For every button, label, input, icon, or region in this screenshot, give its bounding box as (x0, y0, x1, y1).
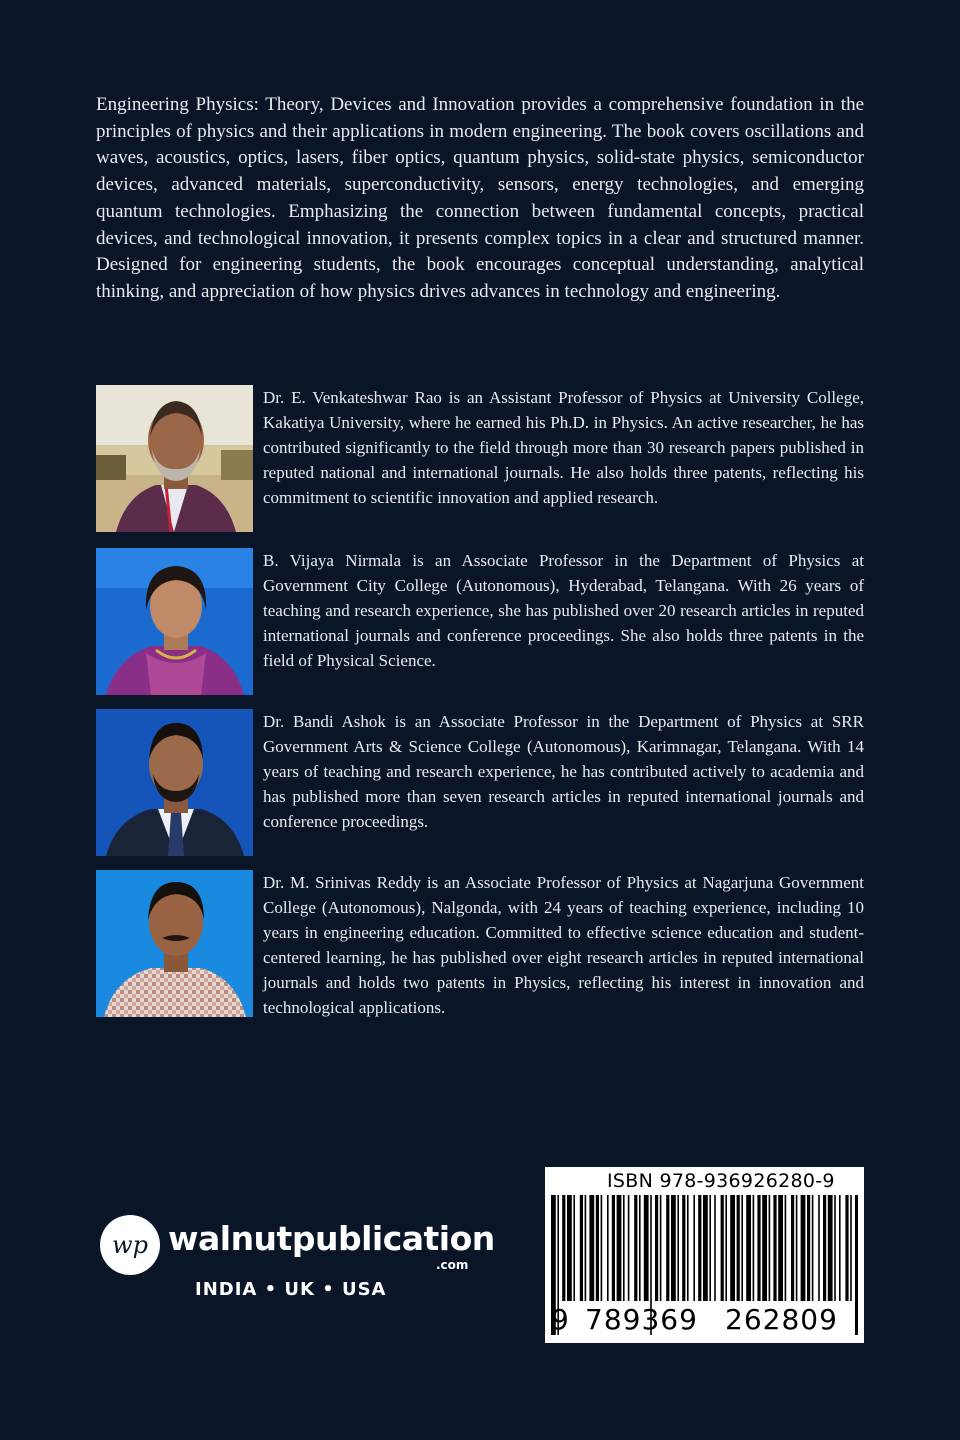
publisher-domain: .com (436, 1258, 469, 1272)
publisher-name: walnutpublication (168, 1219, 495, 1258)
barcode-digits-left: 789369 (585, 1303, 698, 1336)
publisher-logo-icon (100, 1215, 160, 1275)
author-photo (96, 709, 253, 856)
svg-text:wp: wp (112, 1231, 148, 1259)
isbn-label: ISBN 978-936926280-9 (607, 1170, 835, 1192)
author-bio: B. Vijaya Nirmala is an Associate Professor in the Department of Physics at Government City College (Autonomous), Hyderabad, Telangana. With 26 years of teaching and research experience, she has published over 20 research articles in reputed international journals and conference proceedings. She also holds three patents in the field of Physical Science. (263, 551, 864, 670)
book-description: Engineering Physics: Theory, Devices and Innovation provides a comprehensive foundation in the principles of physics and their applications in modern engineering. The book covers oscillations and waves, acoustics, optics, lasers, fiber optics, quantum physics, solid-state physics, semiconductor devices, advanced materials, superconductivity, sensors, energy technologies, and emerging quantum technologies. Emphasizing the connection between fundamental concepts, practical devices, and technological innovation, it presents complex topics in a clear and structured manner. Designed for engineering students, the book encourages conceptual understanding, analytical thinking, and appreciation of how physics drives advances in technology and engineering. (96, 94, 864, 302)
publisher-regions: INDIA • UK • USA (195, 1279, 387, 1300)
barcode-digit-first: 9 (551, 1303, 570, 1336)
author-photo (96, 870, 253, 1017)
author-entry (96, 709, 864, 857)
author-photo (96, 548, 253, 695)
author-entry (96, 548, 864, 696)
author-entry (96, 870, 864, 1018)
author-bio: Dr. E. Venkateshwar Rao is an Assistant Professor of Physics at University College, Kakatiya University, where he earned his Ph.D. in Physics. An active researcher, he has contributed significantly to the field through more than 30 research papers published in reputed national and international journals. He also holds three patents, reflecting his commitment to scientific innovation and applied research. (263, 388, 864, 507)
author-bio: Dr. Bandi Ashok is an Associate Professor in the Department of Physics at SRR Government Arts & Science College (Autonomous), Karimnagar, Telangana. With 14 years of teaching and research experience, he has contributed actively to academia and has published more than seven research articles in reputed international journals and conference proceedings. (263, 712, 864, 831)
author-portrait-icon (96, 709, 253, 856)
publisher-block (100, 1215, 500, 1325)
author-entry (96, 385, 864, 533)
author-photo (96, 385, 253, 532)
author-portrait-icon (96, 548, 253, 695)
author-portrait-icon (96, 385, 253, 532)
isbn-barcode (545, 1167, 864, 1343)
author-portrait-icon (96, 870, 253, 1017)
author-bio: Dr. M. Srinivas Reddy is an Associate Professor of Physics at Nagarjuna Government College (Autonomous), Nalgonda, with 24 years of teaching experience, including 10 years in engineering education. Committed to effective science education and student-centered learning, he has published over eight research articles in reputed international journals and holds two patents in Physics, reflecting his interest in innovation and technological applications. (263, 873, 864, 1017)
barcode-digits-right: 262809 (725, 1303, 838, 1336)
